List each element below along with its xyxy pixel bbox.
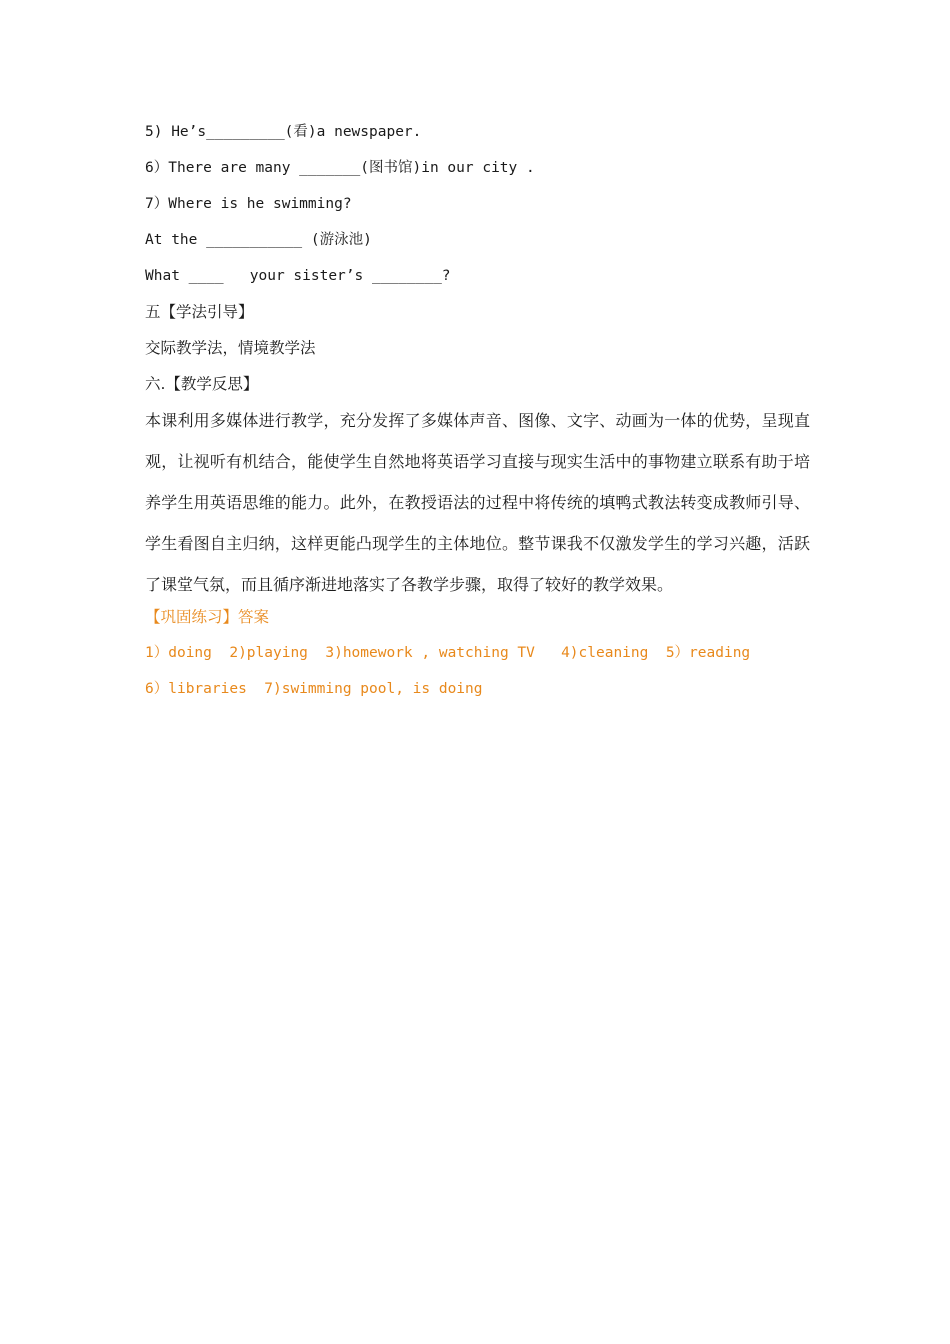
section-5-heading: 五【学法引导】 <box>145 303 254 321</box>
exercise-7-answer: At the ___________ (游泳池) <box>145 232 372 248</box>
answers-line-2: 6）libraries 7)swimming pool, is doing <box>145 681 483 697</box>
answers-title: 【巩固练习】答案 <box>145 608 270 626</box>
exercise-7-extra: What ____ your sister’s ________? <box>145 268 451 284</box>
exercise-7: 7）Where is he swimming? <box>145 196 352 212</box>
section-5-content: 交际教学法，情境教学法 <box>145 339 316 357</box>
exercise-6: 6）There are many _______(图书馆)in our city . <box>145 160 535 176</box>
section-6-heading: 六.【教学反思】 <box>145 375 259 393</box>
exercise-5: 5) He’s_________(看)a newspaper. <box>145 124 422 140</box>
section-6-paragraph: 本课利用多媒体进行教学，充分发挥了多媒体声音、图像、文字、动画为一体的优势，呈现直观，让视听有机结合，能使学生自然地将英语学习直接与现实生活中的事物建立联系有助于培养学生用英语思维的能力。此外，在教授语法的过程中将传统的填鸭式教法转变成教师引导、学生看图自主归纳，这样更能凸现学生的主体地位。整节课我不仅激发学生的学习兴趣，活跃了课堂气氛，而且循序渐进地落实了各教学步骤，取得了较好的教学效果。 <box>145 411 810 594</box>
answers-line-1: 1）doing 2)playing 3)homework , watching TV 4)cleaning 5）reading <box>145 645 751 661</box>
document-page <box>145 122 810 715</box>
